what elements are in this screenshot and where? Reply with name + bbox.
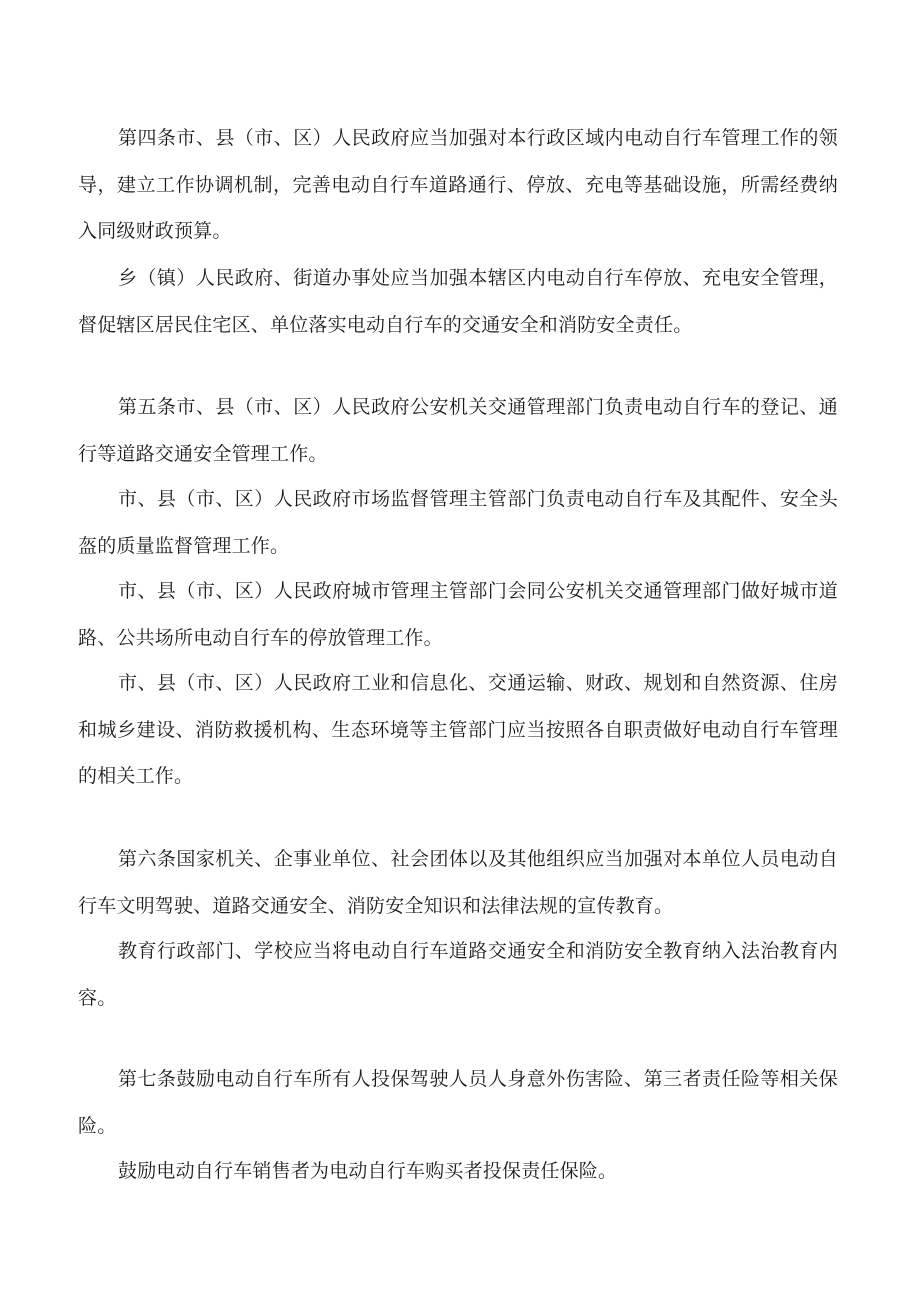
article-7-paragraph-1: 第七条鼓励电动自行车所有人投保驾驶人员人身意外伤害险、第三者责任险等相关保险。 [78,1068,838,1137]
article-4-paragraph-2: 乡（镇）人民政府、街道办事处应当加强本辖区内电动自行车停放、充电安全管理，督促辖区居民住宅区、单位落实电动自行车的交通安全和消防安全责任。 [78,267,838,336]
article-5-paragraph-3: 市、县（市、区）人民政府城市管理主管部门会同公安机关交通管理部门做好城市道路、公共场所电动自行车的停放管理工作。 [78,580,838,649]
article-7-paragraph-2: 鼓励电动自行车销售者为电动自行车购买者投保责任保险。 [118,1160,618,1182]
article-6-paragraph-1: 第六条国家机关、企事业单位、社会团体以及其他组织应当加强对本单位人员电动自行车文明驾驶、道路交通安全、消防安全知识和法律法规的宣传教育。 [78,848,838,917]
article-4-paragraph-1: 第四条市、县（市、区）人民政府应当加强对本行政区域内电动自行车管理工作的领导，建立工作协调机制，完善电动自行车道路通行、停放、充电等基础设施，所需经费纳入同级财政预算。 [78,127,838,242]
article-5-paragraph-2: 市、县（市、区）人民政府市场监督管理主管部门负责电动自行车及其配件、安全头盔的质量监督管理工作。 [78,488,838,557]
article-6-paragraph-2: 教育行政部门、学校应当将电动自行车道路交通安全和消防安全教育纳入法治教育内容。 [78,940,838,1009]
article-5-paragraph-4: 市、县（市、区）人民政府工业和信息化、交通运输、财政、规划和自然资源、住房和城乡建设、消防救援机构、生态环境等主管部门应当按照各自职责做好电动自行车管理的相关工作。 [78,672,838,787]
article-5-paragraph-1: 第五条市、县（市、区）人民政府公安机关交通管理部门负责电动自行车的登记、通行等道路交通安全管理工作。 [78,396,838,465]
